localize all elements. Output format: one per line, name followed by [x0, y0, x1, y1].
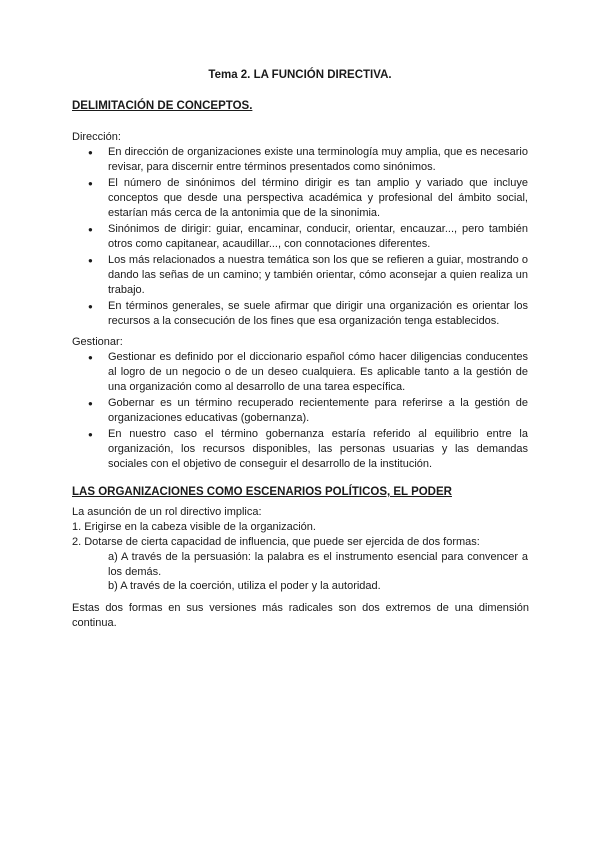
closing-paragraph: Estas dos formas en sus versiones más radicales son dos extremos de una dimensión continua. — [72, 602, 529, 629]
point-2: 2. Dotarse de cierta capacidad de influencia, que puede ser ejercida de dos formas: — [72, 536, 480, 548]
list-item: ● Gestionar es definido por el diccionario español cómo hacer diligencias conducentes al logro de un negocio o de un deseo cualquiera. Es aplicable tanto a la gestión de una organización como al desarrollo de una tarea específica. — [108, 350, 528, 395]
intro-text: La asunción de un rol directivo implica: — [72, 506, 262, 518]
document-title: Tema 2. LA FUNCIÓN DIRECTIVA. — [208, 69, 392, 81]
list-item: ● El número de sinónimos del término dirigir es tan amplio y variado que incluye conceptos que desde una perspectiva académica y profesional del ámbito social, estarían más cerca de la antonimia que de la sinonimia. — [108, 176, 528, 221]
list-item: ● Sinónimos de dirigir: guiar, encaminar, conducir, orientar, encauzar..., pero también otros como capitanear, acaudillar..., con connotaciones diferentes. — [108, 222, 528, 252]
list-item: ● En términos generales, se suele afirmar que dirigir una organización es orientar los recursos a la consecución de los fines que esa organización tenga establecidos. — [108, 299, 528, 329]
gestionar-list — [108, 350, 528, 472]
list-item: ● Los más relacionados a nuestra temática son los que se refieren a guiar, mostrando o dando las señas de un camino; y también orientar, cómo aconsejar a quien realiza un trabajo. — [108, 253, 528, 298]
list-item: ● En nuestro caso el término gobernanza estaría referido al equilibrio entre la organización, los recursos disponibles, las personas usuarias y las demandas sociales con el objetivo de conseguir el desarrollo de la institución. — [108, 427, 528, 472]
section-heading-organizaciones: LAS ORGANIZACIONES COMO ESCENARIOS POLÍTICOS, EL PODER — [72, 486, 452, 498]
list-item: ● En dirección de organizaciones existe una terminología muy amplia, que es necesario revisar, para discernir entre términos presentados como sinónimos. — [108, 145, 528, 175]
label-direccion: Dirección: — [72, 131, 121, 143]
label-gestionar: Gestionar: — [72, 336, 123, 348]
section-heading-delimitacion: DELIMITACIÓN DE CONCEPTOS. — [72, 100, 253, 112]
sub-point-b: b) A través de la coerción, utiliza el poder y la autoridad. — [108, 580, 381, 592]
direccion-list — [108, 145, 528, 329]
list-item: ● Gobernar es un término recuperado recientemente para referirse a la gestión de organizaciones educativas (gobernanza). — [108, 396, 528, 426]
point-1: 1. Erigirse en la cabeza visible de la organización. — [72, 521, 316, 533]
sub-point-a: a) A través de la persuasión: la palabra es el instrumento esencial para convencer a los demás. — [108, 551, 528, 578]
